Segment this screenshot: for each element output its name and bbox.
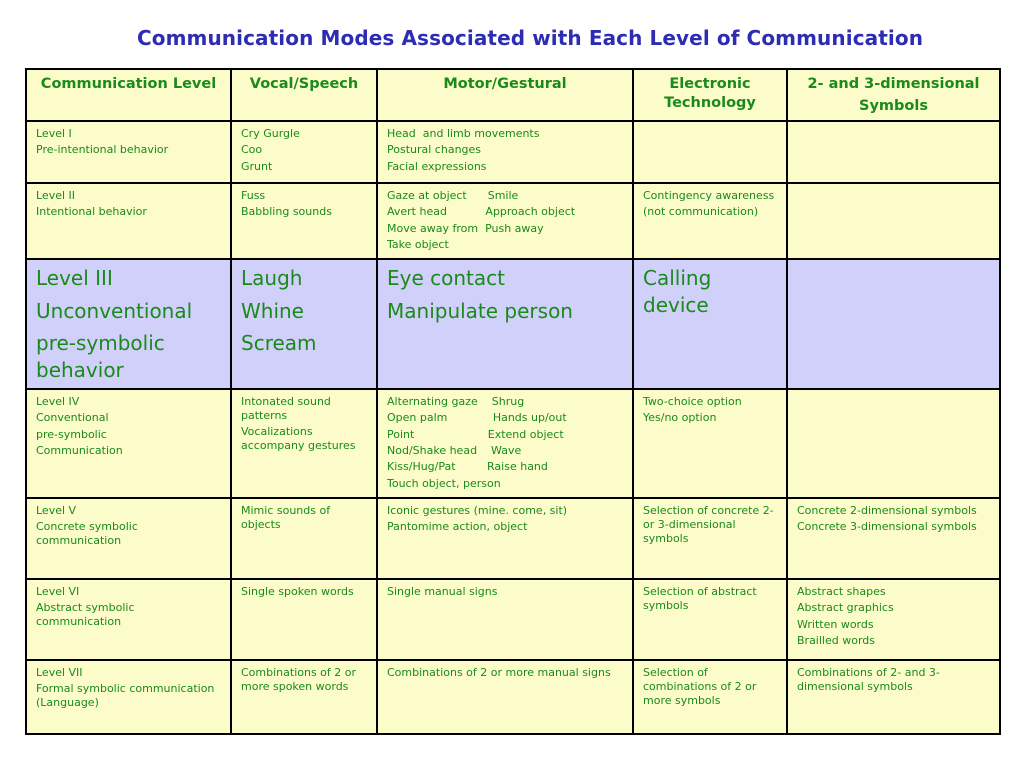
cell-text: Move away from Push away <box>387 221 544 235</box>
cell-text: (not communication) <box>643 205 759 219</box>
cell-text: Level II <box>36 189 76 202</box>
cell-text: Brailled words <box>797 633 875 647</box>
table-row <box>26 183 1000 259</box>
cell-text: Iconic gestures (mine. come, sit) <box>387 503 568 517</box>
cell-text: Concrete 3-dimensional symbols <box>797 520 977 534</box>
cell-text: Eye contact <box>387 266 505 291</box>
cell-level <box>26 121 231 183</box>
cell-electronic <box>633 579 787 660</box>
cell-symbols <box>787 389 1000 498</box>
cell-text: Selection of concrete 2- or 3-dimensional symbols <box>643 503 774 545</box>
cell-text: Level VI <box>36 584 80 598</box>
cell-vocal <box>231 579 377 660</box>
cell-text: Touch object, person <box>387 476 501 490</box>
cell-symbols <box>787 660 1000 734</box>
cell-text: Facial expressions <box>387 159 487 173</box>
cell-text: Open palm Hands up/out <box>387 411 567 425</box>
table-body <box>26 121 1000 734</box>
cell-text: Gaze at object Smile <box>387 189 519 202</box>
cell-text: Postural changes <box>387 143 482 157</box>
cell-motor <box>377 498 633 579</box>
cell-electronic <box>633 498 787 579</box>
header-electronic-technology: Electronic Technology <box>633 69 787 121</box>
cell-text: Avert head Approach object <box>387 205 576 219</box>
header-communication-level: Communication Level <box>26 69 231 121</box>
table-header-row <box>26 69 1000 121</box>
cell-text: Level V <box>36 503 77 517</box>
cell-text: Cry Gurgle <box>241 127 300 140</box>
cell-text: Whine <box>241 298 304 323</box>
cell-text: Scream <box>241 331 317 356</box>
cell-motor <box>377 579 633 660</box>
cell-text: Level III <box>36 266 113 291</box>
cell-text: Two-choice option <box>643 395 742 409</box>
cell-level <box>26 389 231 498</box>
cell-text: Abstract shapes <box>797 584 886 598</box>
cell-text: Selection of abstract symbols <box>643 584 757 612</box>
cell-text: Level IV <box>36 395 80 409</box>
cell-text: Pre-intentional behavior <box>36 143 169 157</box>
cell-text: Written words <box>797 617 874 631</box>
communication-levels-table <box>25 68 1001 735</box>
cell-symbols <box>787 579 1000 660</box>
cell-text: Kiss/Hug/Pat Raise hand <box>387 460 548 474</box>
cell-level <box>26 660 231 734</box>
cell-text: Abstract symbolic communication <box>36 601 135 629</box>
cell-text: Abstract graphics <box>797 601 894 615</box>
cell-text: Laugh <box>241 266 303 291</box>
cell-text: Contingency awareness <box>643 189 775 202</box>
cell-text: Nod/Shake head Wave <box>387 444 522 458</box>
cell-motor <box>377 389 633 498</box>
cell-electronic <box>633 259 787 389</box>
cell-text: Concrete 2-dimensional symbols <box>797 503 977 517</box>
cell-vocal <box>231 498 377 579</box>
cell-text: Single spoken words <box>241 584 354 598</box>
cell-vocal <box>231 183 377 259</box>
cell-vocal <box>231 259 377 389</box>
header-vocal-speech: Vocal/Speech <box>231 69 377 121</box>
table-row <box>26 660 1000 734</box>
cell-motor <box>377 183 633 259</box>
cell-text: Combinations of 2 or more spoken words <box>241 665 357 693</box>
cell-level <box>26 183 231 259</box>
cell-text: Combinations of 2 or more manual signs <box>387 665 611 679</box>
cell-vocal <box>231 660 377 734</box>
cell-motor <box>377 121 633 183</box>
cell-text: Take object <box>387 237 449 251</box>
cell-text: Unconventional <box>36 298 193 323</box>
cell-text: Level VII <box>36 665 83 679</box>
page-title: Communication Modes Associated with Each Level of Communication <box>136 26 924 50</box>
cell-text: Fuss <box>241 189 266 202</box>
header-symbols-line1: 2- and 3-dimensional <box>807 76 980 92</box>
cell-text: Vocalizations accompany gestures <box>241 425 356 453</box>
cell-symbols <box>787 183 1000 259</box>
table-row <box>26 498 1000 579</box>
table-row <box>26 259 1000 389</box>
cell-level <box>26 498 231 579</box>
cell-text: Intonated sound patterns <box>241 395 331 423</box>
cell-electronic <box>633 660 787 734</box>
header-symbols <box>787 69 1000 121</box>
cell-text: Mimic sounds of objects <box>241 503 331 531</box>
cell-symbols <box>787 121 1000 183</box>
cell-symbols <box>787 259 1000 389</box>
cell-text: Pantomime action, object <box>387 520 528 534</box>
cell-motor <box>377 660 633 734</box>
cell-electronic <box>633 183 787 259</box>
cell-text: Single manual signs <box>387 584 498 598</box>
cell-text: Concrete symbolic communication <box>36 520 138 548</box>
cell-text: Selection of combinations of 2 or more symbols <box>643 665 757 707</box>
cell-vocal <box>231 121 377 183</box>
cell-text: Calling device <box>643 266 712 318</box>
header-motor-gestural: Motor/Gestural <box>377 69 633 121</box>
cell-text: Combinations of 2- and 3-dimensional symbols <box>797 665 940 693</box>
cell-text: Alternating gaze Shrug <box>387 395 525 409</box>
cell-text: Point Extend object <box>387 427 564 441</box>
cell-electronic <box>633 389 787 498</box>
cell-symbols <box>787 498 1000 579</box>
cell-vocal <box>231 389 377 498</box>
cell-text: Level I <box>36 127 72 140</box>
cell-text: Communication <box>36 444 123 458</box>
table-row <box>26 121 1000 183</box>
cell-text: Formal symbolic communication (Language) <box>36 682 215 710</box>
cell-electronic <box>633 121 787 183</box>
cell-text: Head and limb movements <box>387 127 540 140</box>
cell-text: pre-symbolic behavior <box>36 331 165 383</box>
cell-motor <box>377 259 633 389</box>
cell-text: Intentional behavior <box>36 205 147 219</box>
cell-text: Manipulate person <box>387 298 573 323</box>
table-row <box>26 389 1000 498</box>
header-symbols-line2: Symbols <box>859 98 928 114</box>
cell-text: pre-symbolic <box>36 427 107 441</box>
cell-text: Grunt <box>241 159 273 173</box>
cell-text: Coo <box>241 143 263 157</box>
cell-text: Yes/no option <box>643 411 717 425</box>
cell-level <box>26 579 231 660</box>
table-row <box>26 579 1000 660</box>
cell-text: Babbling sounds <box>241 205 332 219</box>
cell-level <box>26 259 231 389</box>
cell-text: Conventional <box>36 411 109 425</box>
